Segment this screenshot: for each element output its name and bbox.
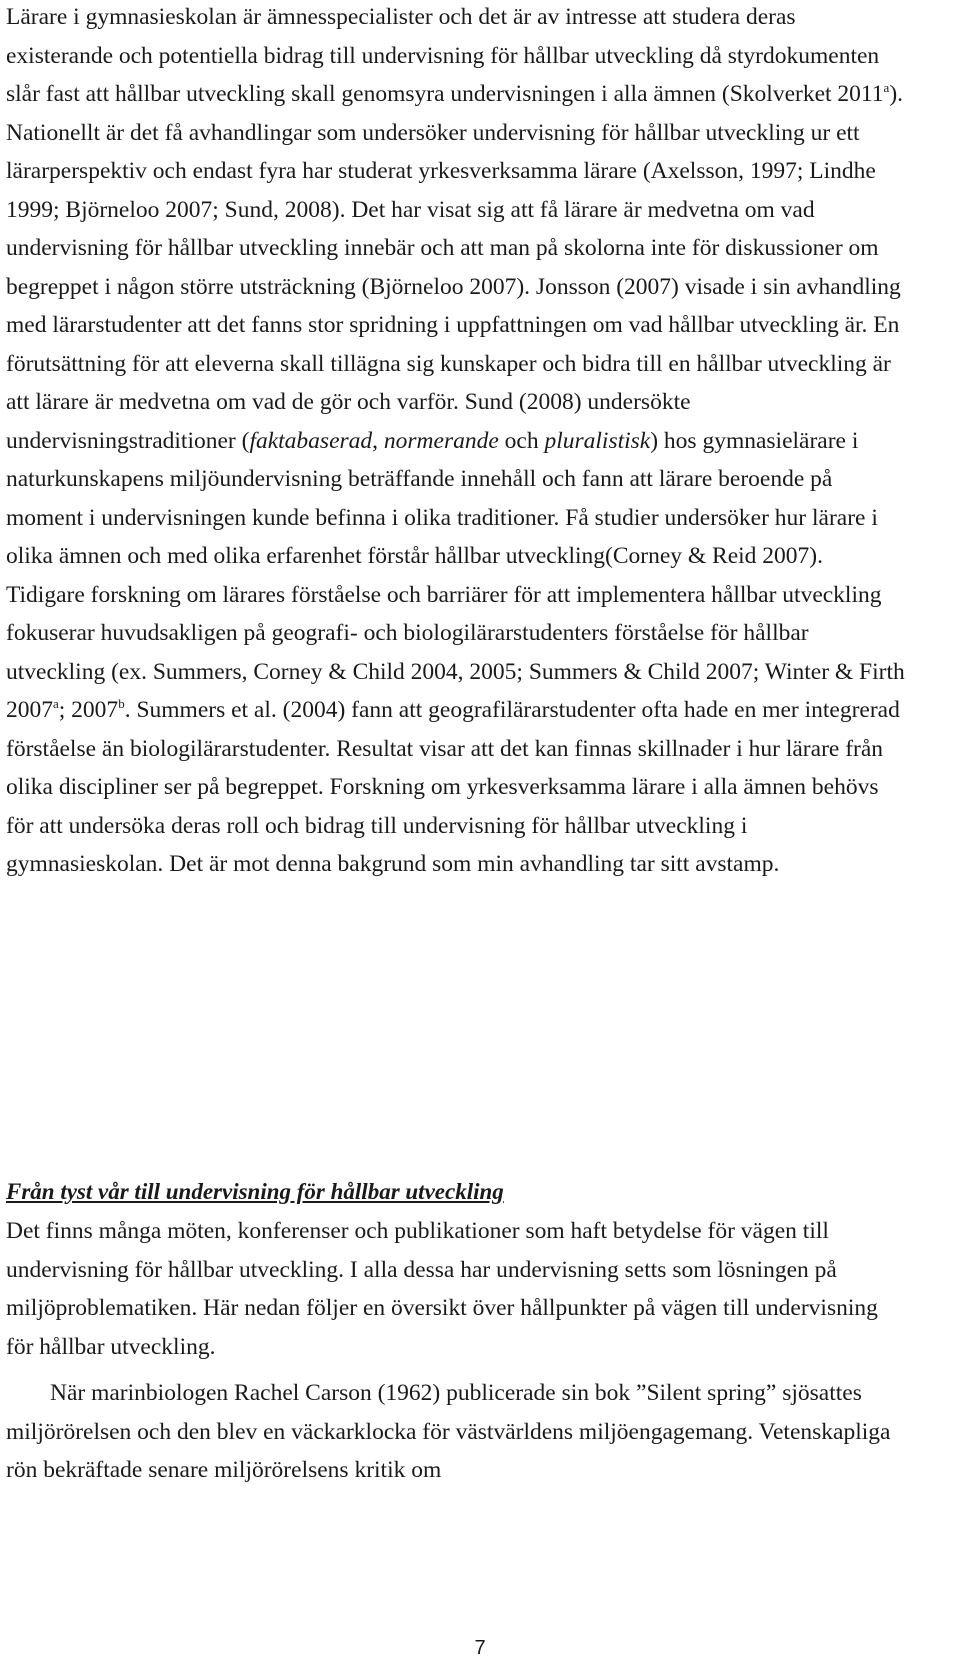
superscript: b — [118, 696, 125, 711]
body-paragraph-1 — [6, 0, 906, 884]
superscript: a — [53, 696, 59, 711]
paragraph-text: ). Nationellt är det få avhandlingar som undersöker undervisning för hållbar utveckling ur ett lärarperspektiv och endast fyra har studerat yrkesverksamma lärare (Axelsson, 1997; Lindhe 1999; Björneloo 2007; Sund, 2008). Det har visat sig att få lärare är medvetna om vad undervisning för hållbar utveckling innebär och att man på skolorna inte för diskussioner om begreppet i någon större utsträckning (Björneloo 2007). Jonsson (2007) visade i sin avhandling med lärarstudenter att det fanns stor spridning i uppfattningen om vad hållbar utveckling är. En förutsättning för att eleverna skall tillägna sig kunskaper och bidra till en hållbar utveckling är att lärare är medvetna om vad de gör och varför. Sund (2008) undersökte undervisningstraditioner ( — [6, 81, 904, 454]
italic-term: faktabaserad — [249, 427, 373, 454]
paragraph-text: Lärare i gymnasieskolan är ämnesspecialister och det är av intresse att studera deras existerande och potentiella bidrag till undervisning för hållbar utveckling då styrdokumenten slår fast att hållbar utveckling skall genomsyra undervisningen i alla ämnen (Skolverket 2011 — [6, 4, 884, 107]
paragraph-text: ; 2007 — [58, 697, 119, 723]
italic-term: normerande — [383, 427, 499, 454]
page-number: 7 — [474, 1637, 486, 1659]
section-heading: Från tyst vår till undervisning för hållbar utveckling — [6, 1179, 504, 1204]
paragraph-text: . Summers et al. (2004) fann att geografilärarstudenter ofta hade en mer integrerad förståelse än biologilärarstudenter. Resultat visar att det kan finnas skillnader i hur lärare från olika discipliner ser på begreppet. Forskning om yrkesverksamma lärare i alla ämnen behövs för att undersöka deras roll och bidrag till undervisning för hållbar utveckling i gymnasieskolan. Det är mot denna bakgrund som min avhandling tar sitt avstamp. — [6, 697, 900, 877]
italic-term: pluralistisk — [544, 427, 651, 454]
separator-text: , — [372, 427, 384, 454]
body-paragraph-3: När marinbiologen Rachel Carson (1962) publicerade sin bok ”Silent spring” sjösattes miljörörelsen och den blev en väckarklocka för västvärldens miljöengagemang. Vetenskapliga rön bekräftade senare miljörörelsens kritik om — [6, 1380, 891, 1483]
body-paragraph-2: Det finns många möten, konferenser och publikationer som haft betydelse för vägen till undervisning för hållbar utveckling. I alla dessa har undervisning setts som lösningen på miljöproblematiken. Här nedan följer en översikt över hållpunkter på vägen till undervisning för hållbar utveckling. — [6, 1218, 878, 1360]
separator-text: och — [498, 427, 545, 454]
paragraph-text: ) hos gymnasielärare i naturkunskapens miljöundervisning beträffande innehåll och fann att lärare beroende på moment i undervisningen kunde befinna i olika traditioner. Få studier undersöker hur lärare i olika ämnen och med olika erfarenhet förstår hållbar utveckling(Corney & Reid 2007). Tidigare forskning om lärares förståelse och barriärer för att implementera hållbar utveckling fokuserar huvudsakligen på geografi- och biologilärarstudenters förståelse för hållbar utveckling (ex. Summers, Corney & Child 2004, 2005; Summers & Child 2007; Winter & Firth 2007 — [6, 427, 905, 723]
superscript: a — [883, 80, 890, 95]
